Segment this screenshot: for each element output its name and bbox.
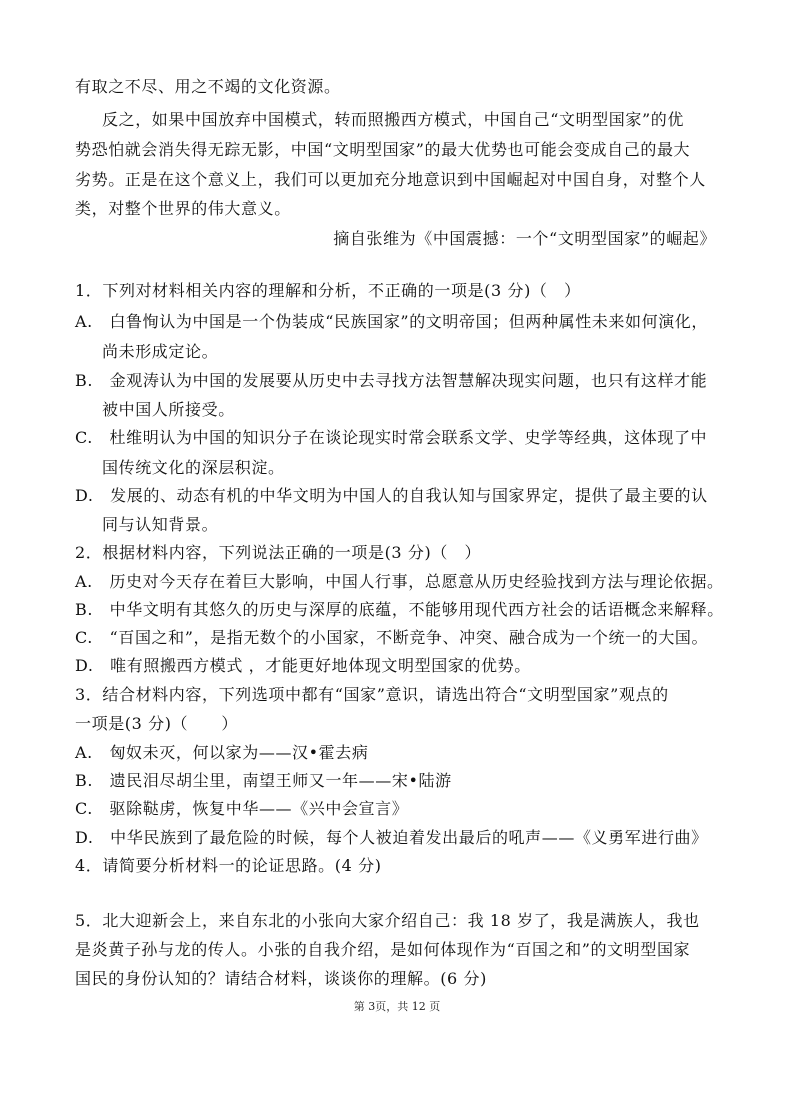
passage-line: 劣势。正是在这个意义上，我们可以更加充分地意识到中国崛起对中国自身，对整个人	[75, 170, 706, 189]
question-1-option-d: D. 发展的、动态有机的中华文明为中国人的自我认知与国家界定，提供了最主要的认	[75, 486, 708, 505]
passage-source: 摘自张维为《中国震撼：一个“文明型国家”的崛起》	[333, 229, 716, 248]
question-3-stem-cont: 一项是(3 分)（ ）	[75, 714, 238, 733]
question-1-option-c-cont: 国传统文化的深层积淀。	[102, 458, 285, 477]
question-1-option-a: A. 白鲁恂认为中国是一个伪装成“民族国家”的文明帝国；但两种属性未来如何演化，	[75, 312, 709, 331]
question-1-option-b-cont: 被中国人所接受。	[102, 400, 235, 419]
question-1-option-d-cont: 同与认知背景。	[102, 515, 219, 534]
passage-line: 反之，如果中国放弃中国模式，转而照搬西方模式，中国自己“文明型国家”的优	[102, 110, 684, 129]
page-number: 第 3页，共 12 页	[353, 1000, 441, 1013]
question-5-stem-cont: 是炎黄子孙与龙的传人。小张的自我介绍，是如何体现作为“百国之和”的文明型国家	[75, 940, 691, 959]
question-2-option-b: B. 中华文明有其悠久的历史与深厚的底蕴，不能够用现代西方社会的话语概念来解释。	[75, 600, 724, 619]
question-2-stem: 2．根据材料内容，下列说法正确的一项是(3 分)（ ）	[75, 543, 482, 562]
question-5-stem-cont: 国民的身份认知的？请结合材料，谈谈你的理解。(6 分)	[75, 969, 487, 988]
question-3-option-d: D. 中华民族到了最危险的时候，每个人被迫着发出最后的吼声——《义勇军进行曲》	[75, 828, 708, 847]
passage-line: 有取之不尽、用之不竭的文化资源。	[75, 77, 341, 96]
passage-line: 势恐怕就会消失得无踪无影，中国“文明型国家”的最大优势也可能会变成自己的最大	[75, 140, 691, 159]
question-5-stem: 5．北大迎新会上，来自东北的小张向大家介绍自己：我 18 岁了，我是满族人，我也	[75, 911, 700, 930]
question-3-option-c: C. 驱除鞑虏，恢复中华——《兴中会宣言》	[75, 799, 409, 818]
question-1-option-b: B. 金观涛认为中国的发展要从历史中去寻找方法智慧解决现实问题，也只有这样才能	[75, 371, 708, 390]
passage-line: 类，对整个世界的伟大意义。	[75, 199, 291, 218]
question-1-stem: 1．下列对材料相关内容的理解和分析，不正确的一项是(3 分)（ ）	[75, 281, 581, 300]
question-2-option-c: C. “百国之和”，是指无数个的小国家，不断竞争、冲突、融合成为一个统一的大国。	[75, 628, 709, 647]
question-4-stem: 4．请简要分析材料一的论证思路。(4 分)	[75, 856, 382, 875]
question-3-stem: 3．结合材料内容，下列选项中都有“国家”意识，请选出符合“文明型国家”观点的	[75, 685, 669, 704]
question-2-option-d: D. 唯有照搬西方模式 ，才能更好地体现文明型国家的优势。	[75, 656, 531, 675]
question-1-option-a-cont: 尚未形成定论。	[102, 342, 219, 361]
question-2-option-a: A. 历史对今天存在着巨大影响，中国人行事，总愿意从历史经验找到方法与理论依据。	[75, 572, 724, 591]
question-1-option-c: C. 杜维明认为中国的知识分子在谈论现实时常会联系文学、史学等经典，这体现了中	[75, 428, 708, 447]
question-3-option-b: B. 遗民泪尽胡尘里，南望王师又一年——宋•陆游	[75, 771, 452, 790]
question-3-option-a: A. 匈奴未灭，何以家为——汉•霍去病	[75, 743, 369, 762]
